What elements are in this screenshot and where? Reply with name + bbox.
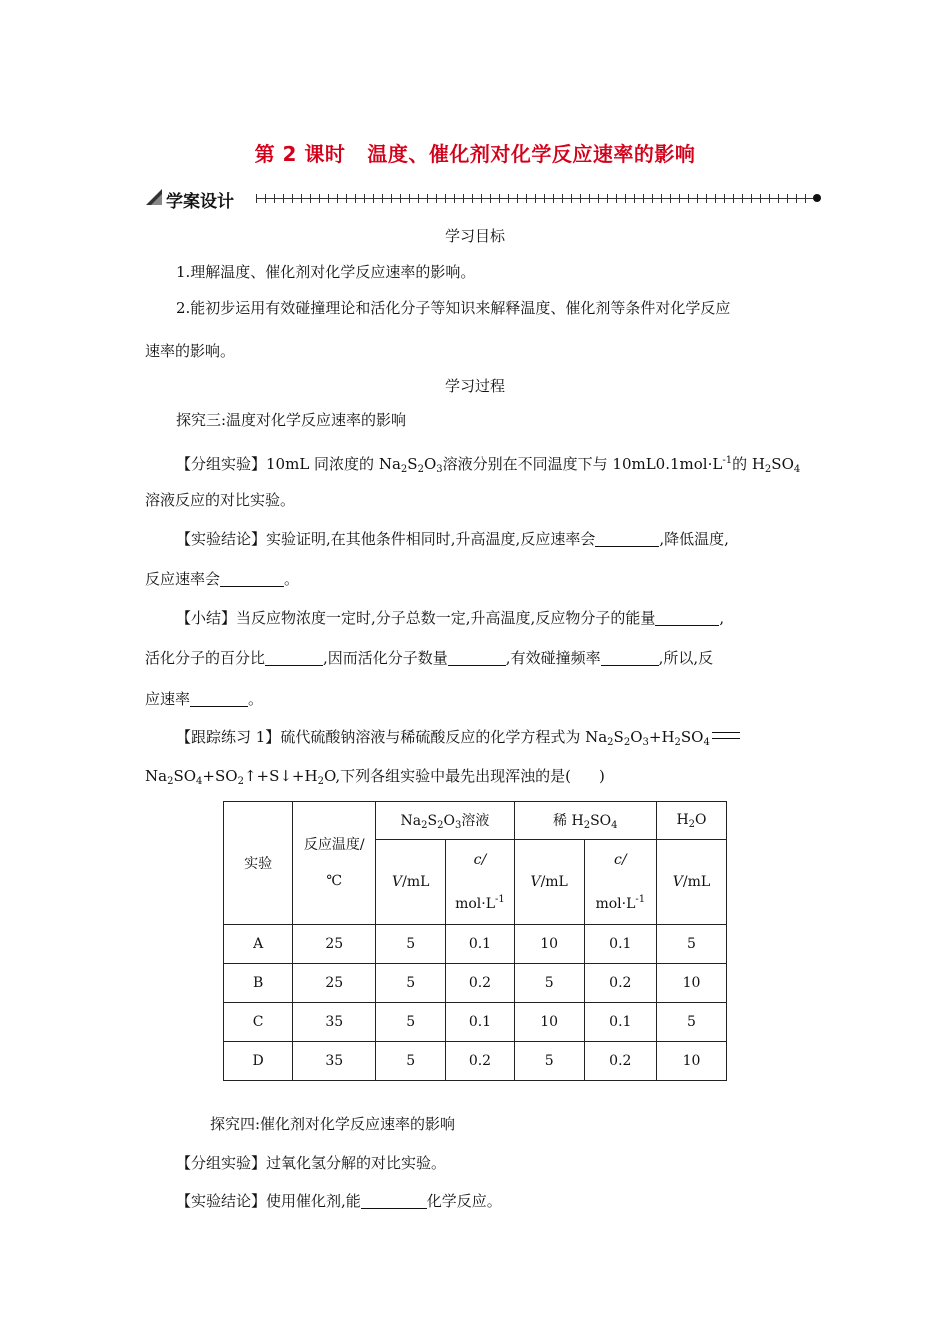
header-water-o: O xyxy=(695,811,707,828)
subheader-volume-2: V/mL xyxy=(514,840,584,925)
cell-c1: 0.2 xyxy=(446,964,514,1003)
cell-temp: 35 xyxy=(293,1003,376,1042)
practice-text-na: Na xyxy=(145,767,168,785)
explore-3-heading: 探究三:温度对化学反应速率的影响 xyxy=(176,411,407,429)
table-row xyxy=(224,964,727,1003)
cell-v2: 5 xyxy=(514,1042,584,1081)
cell-c2: 0.2 xyxy=(584,964,656,1003)
summary-line-3 xyxy=(145,689,263,709)
subheader-c-unit: mol·L xyxy=(455,896,496,912)
header-experiment: 实验 xyxy=(224,802,293,925)
header-na-suffix: 溶液 xyxy=(461,813,490,829)
subheader-volume-unit: /mL xyxy=(540,874,568,890)
group-experiment-text-b: 溶液分别在不同温度下与 10mL0.1mol·L xyxy=(442,455,723,473)
practice-text-d: ) xyxy=(599,767,605,785)
conclusion-1-cont xyxy=(145,569,299,589)
header-na2s2o3: $Na_2S_2O_3$溶液 xyxy=(376,802,514,840)
header-h2so4: 稀 $H_2SO_4$ xyxy=(514,802,656,840)
group-experiment-tag: 【分组实验】 xyxy=(176,1154,267,1172)
cell-temp: 25 xyxy=(293,964,376,1003)
cell-v1: 5 xyxy=(376,1003,446,1042)
summary-text-h: 。 xyxy=(248,690,264,708)
header-water-h: H xyxy=(676,811,689,828)
conclusion-text-a: 实验证明,在其他条件相同时,升高温度,反应速率会 xyxy=(266,530,596,548)
summary-text-b: , xyxy=(719,609,725,627)
header-water: $H_2O$ xyxy=(656,802,726,840)
blank-field[interactable] xyxy=(190,690,248,707)
cell-v3: 5 xyxy=(656,1003,726,1042)
practice-1-cont: $Na_2SO_4+SO_2↑+S↓+H_2O$,下列各组实验中最先出现浑浊的是( ) xyxy=(145,767,605,787)
conclusion-tag: 【实验结论】 xyxy=(176,530,267,548)
conclusion-text-d: 。 xyxy=(284,570,300,588)
practice-text-a: 硫代硫酸钠溶液与稀硫酸反应的化学方程式为 Na xyxy=(280,728,608,746)
cell-c2: 0.1 xyxy=(584,1003,656,1042)
cell-v3: 10 xyxy=(656,964,726,1003)
group-experiment-2 xyxy=(176,1153,446,1173)
cell-exp: D xyxy=(224,1042,293,1081)
cell-v2: 10 xyxy=(514,1003,584,1042)
cell-exp: C xyxy=(224,1003,293,1042)
cell-v2: 5 xyxy=(514,964,584,1003)
header-temperature xyxy=(293,802,376,925)
conclusion-2-text-b: 化学反应。 xyxy=(426,1192,502,1210)
blank-field[interactable] xyxy=(220,570,284,587)
header-na-prefix: Na xyxy=(400,813,422,829)
group-experiment-tag: 【分组实验】 xyxy=(176,455,267,473)
group-experiment-2-text: 过氧化氢分解的对比实验。 xyxy=(266,1154,447,1172)
cell-c2: 0.2 xyxy=(584,1042,656,1081)
subheader-volume-unit: /mL xyxy=(682,874,711,890)
conclusion-text-c: 反应速率会 xyxy=(145,570,221,588)
banner-ticks xyxy=(256,194,812,203)
conclusion-2-text-a: 使用催化剂,能 xyxy=(266,1192,361,1210)
cell-temp: 25 xyxy=(293,925,376,964)
summary-text-g: 应速率 xyxy=(145,690,191,708)
subheader-c-label: c/ xyxy=(614,852,627,868)
goal-item-2: 2.能初步运用有效碰撞理论和活化分子等知识来解释温度、催化剂等条件对化学反应 xyxy=(176,299,731,317)
practice-text-b: ↑+S↓+H xyxy=(243,767,318,785)
cell-c2: 0.1 xyxy=(584,925,656,964)
conclusion-tag: 【实验结论】 xyxy=(176,1192,267,1210)
title-topic: 温度、催化剂对化学反应速率的影响 xyxy=(367,142,696,166)
practice-1: 【跟踪练习 1】硫代硫酸钠溶液与稀硫酸反应的化学方程式为 $Na_2S_2O_3+H_2SO_4$ xyxy=(176,727,740,753)
cell-exp: A xyxy=(224,925,293,964)
blank-field[interactable] xyxy=(361,1192,427,1209)
subheader-volume-1: V/mL xyxy=(376,840,446,925)
title-lesson: 第 2 课时 xyxy=(254,142,346,166)
cell-v1: 5 xyxy=(376,1042,446,1081)
conclusion-text-b: ,降低温度, xyxy=(659,530,729,548)
subheader-volume-unit: /mL xyxy=(402,874,430,890)
cell-temp: 35 xyxy=(293,1042,376,1081)
blank-field[interactable] xyxy=(655,609,719,626)
conclusion-1 xyxy=(176,529,729,549)
cell-v1: 5 xyxy=(376,964,446,1003)
summary-text-f: ,所以,反 xyxy=(658,649,714,667)
practice-text-c: O,下列各组实验中最先出现浑浊的是( xyxy=(323,767,571,785)
summary-line-1 xyxy=(176,608,724,628)
blank-field[interactable] xyxy=(601,649,659,666)
blank-field[interactable] xyxy=(265,649,323,666)
summary-line-2 xyxy=(145,648,713,668)
summary-text-c: 活化分子的百分比 xyxy=(145,649,266,667)
table-row xyxy=(224,1003,727,1042)
goals-heading: 学习目标 xyxy=(444,227,505,245)
subheader-c-unit: mol·L xyxy=(595,896,636,912)
cell-v3: 5 xyxy=(656,925,726,964)
page-title xyxy=(0,138,950,167)
goal-item-1: 1.理解温度、催化剂对化学反应速率的影响。 xyxy=(176,263,476,281)
blank-field[interactable] xyxy=(448,649,506,666)
summary-text-d: ,因而活化分子数量 xyxy=(323,649,448,667)
subheader-c-label: c/ xyxy=(473,852,487,868)
banner-end-dot xyxy=(813,194,821,202)
cell-v2: 10 xyxy=(514,925,584,964)
blank-field[interactable] xyxy=(595,530,659,547)
table-row xyxy=(224,925,727,964)
group-experiment-1: 【分组实验】10mL 同浓度的 $Na_2S_2O_3$溶液分别在不同温度下与 $10mL0.1mol\cdot L^{-1}$的 $H_2SO_4$ xyxy=(176,455,801,475)
experiment-table xyxy=(223,801,727,1081)
banner-label: 学案设计 xyxy=(166,192,234,212)
summary-text-a: 当反应物浓度一定时,分子总数一定,升高温度,反应物分子的能量 xyxy=(236,609,656,627)
process-heading: 学习过程 xyxy=(444,377,505,395)
cell-c1: 0.1 xyxy=(446,925,514,964)
equals-sign-icon xyxy=(712,732,740,739)
explore-4-heading: 探究四:催化剂对化学反应速率的影响 xyxy=(210,1115,456,1133)
cell-v1: 5 xyxy=(376,925,446,964)
cell-c1: 0.1 xyxy=(446,1003,514,1042)
practice-tag: 【跟踪练习 1】 xyxy=(176,728,281,746)
section-banner xyxy=(146,185,822,213)
cell-exp: B xyxy=(224,964,293,1003)
cell-c1: 0.2 xyxy=(446,1042,514,1081)
goal-item-2-cont: 速率的影响。 xyxy=(145,342,236,360)
banner-triangle-icon xyxy=(146,189,162,205)
header-temperature-unit: ℃ xyxy=(326,873,343,889)
table-row xyxy=(224,1042,727,1081)
summary-tag: 【小结】 xyxy=(176,609,237,627)
group-experiment-text-a: 10mL 同浓度的 Na xyxy=(266,455,401,473)
summary-text-e: ,有效碰撞频率 xyxy=(505,649,601,667)
subheader-conc-2: c/ $mol\cdot L^{-1}$ xyxy=(584,840,656,925)
subheader-conc-1: c/ $mol\cdot L^{-1}$ xyxy=(446,840,514,925)
conclusion-2 xyxy=(176,1191,502,1211)
header-h2so4-prefix: 稀 H xyxy=(553,813,584,829)
subheader-volume-3: V/mL xyxy=(656,840,726,925)
group-experiment-1-cont: 溶液反应的对比实验。 xyxy=(145,491,296,509)
header-temperature-label: 反应温度/ xyxy=(303,837,365,853)
cell-v3: 10 xyxy=(656,1042,726,1081)
group-experiment-text-c: 的 H xyxy=(732,455,765,473)
